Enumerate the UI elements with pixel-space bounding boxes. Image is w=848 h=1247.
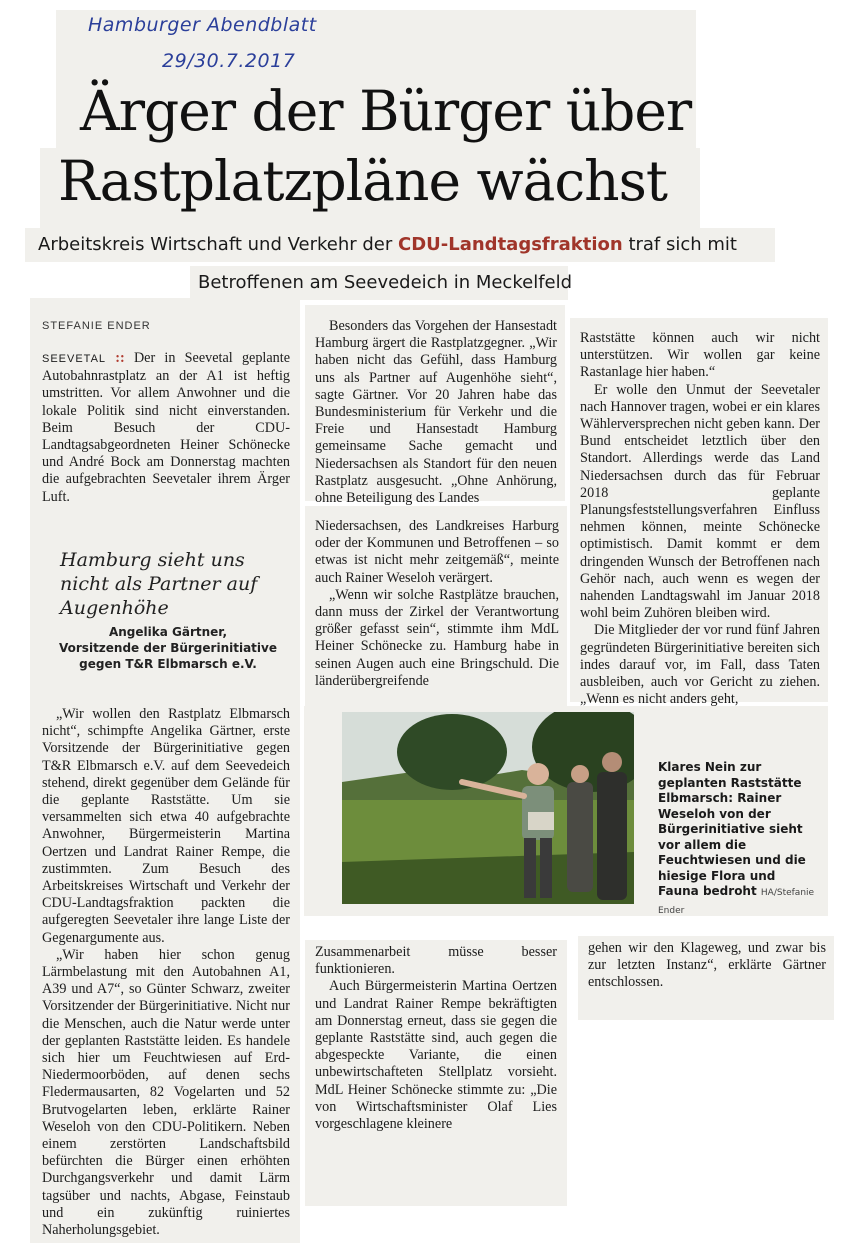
headline-line-2: Rastplatzpläne wächst <box>58 149 667 213</box>
subheadline-line-1 <box>38 233 737 257</box>
column-3b <box>588 940 826 992</box>
photo-illustration <box>342 712 634 904</box>
author-byline: STEFANIE ENDER <box>42 320 151 332</box>
subheadline-party: CDU-Landtagsfraktion <box>398 234 623 255</box>
photo-caption <box>658 760 818 919</box>
column-1-paragraph-1: „Wir wollen den Rastplatz Elbmarsch nicht“, schimpfte Angelika Gärtner, erste Vorsitzende der Bürgerinitiative gegen T&R Elbmarsch e.V. auf dem Seevedeich stehend, direkt gegenüber dem Gelände für die geplante Raststätte. Um sie versammelten sich etwa 40 aufgebrachte Anwohner, Bürgermeisterin Martina Oertzen und Landrat Rainer Rempe, die zustimmten. Zum Besuch des Arbeitskreises Wirtschaft und Verkehr der CDU-Landtagsfraktion packten die aufgeregten Seevetaler ihre lange Liste der Gegenargumente aus. <box>42 706 290 946</box>
subheadline-part-2: traf sich mit <box>628 234 737 255</box>
column-2b <box>315 518 559 690</box>
subheadline-line-2: Betroffenen am Seevedeich in Meckelfeld <box>198 272 573 293</box>
subheadline-part-1: Arbeitskreis Wirtschaft und Verkehr der <box>38 234 393 255</box>
column-2b-paragraph-2: „Wenn wir solche Rastplätze brauchen, dann muss der Zirkel der Verantwortung größer gefasst sein“, stimmte ihm MdL Heiner Schönecke zu. Hamburg habe in seinen Augen auch eine Bringschuld. Die länderübergreifende <box>315 586 559 689</box>
pull-quote-author-role: Vorsitzende der Bürgerinitiative gegen T&R Elbmarsch e.V. <box>59 641 277 671</box>
pull-quote-author <box>48 624 288 672</box>
dateline-dots: :: <box>115 350 125 366</box>
column-2c-paragraph-2: Auch Bürgermeisterin Martina Oertzen und Landrat Rainer Rempe bekräftigten am Donnerstag erneut, dass sie gegen die geplante Raststätte sind, auch gegen die abgespeckte Variante, die einen unbewirtschafteten Stellplatz vorsieht. MdL Heiner Schönecke stimmte zu: „Die von Wirtschaftsminister Olaf Lies vorgeschlagene kleinere <box>315 978 557 1133</box>
column-2b-paragraph-1: Niedersachsen, des Landkreises Harburg oder der Kommunen und Betroffenen – so etwas ist nicht mehr zeitgemäß“, meinte auch Rainer Weseloh verärgert. <box>315 518 559 586</box>
column-3-paragraph-1: Raststätte können auch wir nicht unterstützen. Wir wollen gar keine Rastanlage hier haben.“ <box>580 330 820 381</box>
column-1-intro <box>42 350 290 506</box>
column-3 <box>580 330 820 708</box>
intro-text: Der in Seevetal geplante Autobahnrastplatz an der A1 ist heftig umstritten. Vor allem Anwohner und die lokale Politik sind nicht einverstanden. Beim Besuch der CDU-Landtagsabgeordneten Heiner Schönecke und André Bock am Donnerstag machten die aufgebrachten Seevetaler ihrem Ärger Luft. <box>42 350 290 505</box>
pull-quote-author-name: Angelika Gärtner, <box>108 625 228 639</box>
dateline: SEEVETAL <box>42 353 107 365</box>
handwritten-date-note: 29/30.7.2017 <box>162 50 296 72</box>
article-photo <box>342 712 634 904</box>
column-1-paragraph-2: „Wir haben hier schon genug Lärmbelastung mit den Autobahnen A1, A39 und A7“, so Günter Schwarz, zweiter Vorsitzender der Bürgerinitiative. Nicht nur die Menschen, auch die Natur werde unter der geplanten Raststätte leiden. Es handele sich hier um Feuchtwiesen auf Erd-Niedermoorböden, auf denen sechs Fledermausarten, 82 Vogelarten und 52 Brutvogelarten leben, erklärte Rainer Weseloh von den CDU-Politikern. Neben einem zerstörten Landschaftsbild befürchten die Bürger einen erhöhten Durchgangsverkehr und damit Lärm tagsüber und nachts, Abgase, Feinstaub und ein zukünftig ruiniertes Naherholungsgebiet. <box>42 946 290 1239</box>
column-2a <box>315 318 557 507</box>
column-1-body <box>42 706 290 1239</box>
column-2a-paragraph-1: Besonders das Vorgehen der Hansestadt Hamburg ärgert die Rastplatzgegner. „Wir haben nicht das Gefühl, dass Hamburg uns als Partner auf Augenhöhe sieht“, sagte Gärtner. Vor 20 Jahren habe das Bundesministerium für Verkehr und die Freie und Hansestadt Hamburg gemeinsame Sache gemacht und Niedersachsen als Standort für den neuen Rastplatz ausgesucht. „Ohne Anhörung, ohne Beteiligung des Landes <box>315 318 557 507</box>
pull-quote: Hamburg sieht uns nicht als Partner auf Augenhöhe <box>60 549 258 619</box>
handwritten-source-note: Hamburger Abendblatt <box>88 14 317 36</box>
photo-caption-text: Klares Nein zur geplanten Raststätte Elbmarsch: Rainer Weseloh von der Bürgerinitiative sieht vor allem die Feuchtwiesen und die hiesige Flora und Fauna bedroht <box>658 760 806 898</box>
column-3-paragraph-3: Die Mitglieder der vor rund fünf Jahren gegründeten Bürgerinitiative bereiten sich indes darauf vor, im Fall, dass Taten ausbleiben, auch vor Gericht zu ziehen. „Wenn es nicht anders geht, <box>580 622 820 708</box>
column-2c-paragraph-1: Zusammenarbeit müsse besser funktionieren. <box>315 944 557 978</box>
headline-line-1: Ärger der Bürger über <box>80 79 692 143</box>
photo-credit: HA/Stefanie Ender <box>658 888 815 916</box>
column-3b-paragraph-1: gehen wir den Klageweg, und zwar bis zur letzten Instanz“, erklärte Gärtner entschlossen. <box>588 940 826 991</box>
column-3-paragraph-2: Er wolle den Unmut der Seevetaler nach Hannover tragen, wobei er ein klares Wählerversprechen nicht geben kann. Der Bund entscheidet letztlich über den Standort. Allerdings werde das Land Niedersachsen durch das für Februar 2018 geplante Planungsfeststellungsverfahren Einfluss nehmen können, meinte Schönecke optimistisch. Damit kommt er dem dringenden Wunsch der Betroffenen nach Gehör nach, auch wenn es wegen der nahenden Landtagswahl im Januar 2018 wohl beim Zuhören bleiben wird. <box>580 381 820 622</box>
column-2c <box>315 944 557 1133</box>
